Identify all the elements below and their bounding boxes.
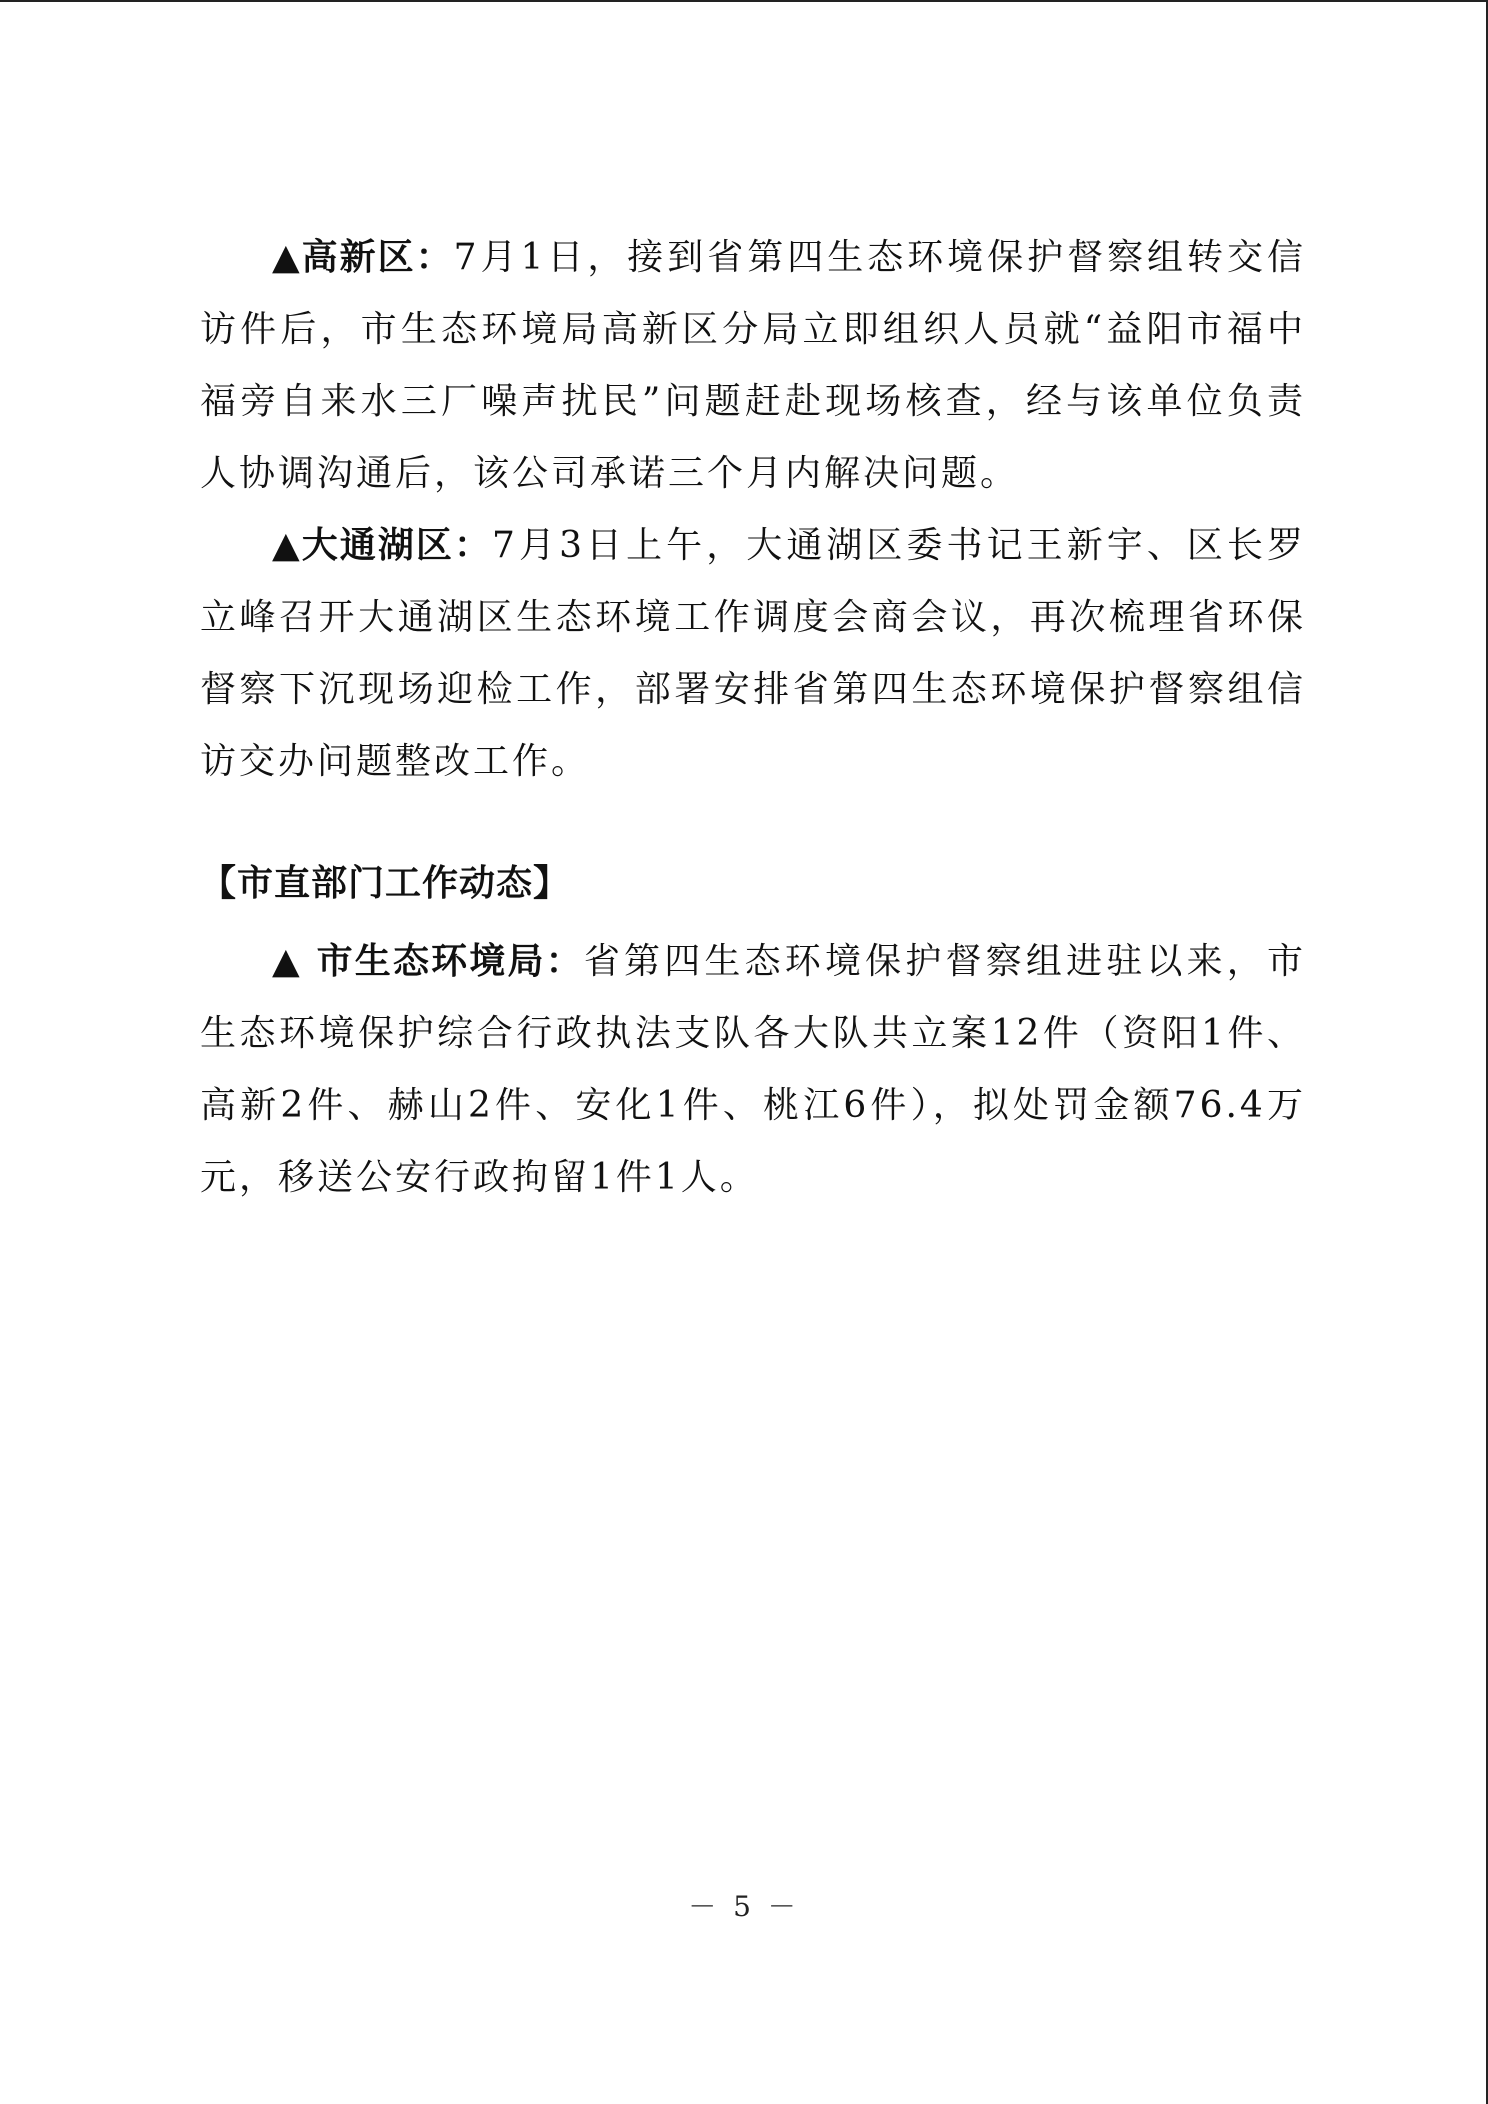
- paragraph-gaoxin: [200, 222, 1306, 510]
- page-number: － 5 －: [688, 1890, 800, 1923]
- paragraph-text: 7月3日上午，大通湖区委书记王新宇、区长罗立峰召开大通湖区生态环境工作调度会商会议，再次梳理省环保督察下沉现场迎检工作，部署安排省第四生态环境保护督察组信访交办问题整改工作。: [200, 525, 1307, 782]
- paragraph-text: 7月1日，接到省第四生态环境保护督察组转交信访件后，市生态环境局高新区分局立即组织人员就“益阳市福中福旁自来水三厂噪声扰民”问题赶赴现场核查，经与该单位负责人协调沟通后，该公司承诺三个月内解决问题。: [200, 237, 1306, 494]
- paragraph-lead: ▲高新区：: [272, 237, 454, 278]
- paragraph-ecology-bureau: [200, 926, 1306, 1214]
- document-body: [200, 222, 1306, 1214]
- paragraph-text: 省第四生态环境保护督察组进驻以来，市生态环境保护综合行政执法支队各大队共立案12件（资阳1件、高新2件、赫山2件、安化1件、桃江6件），拟处罚金额76.4万元，移送公安行政拘留1件1人。: [200, 941, 1306, 1198]
- paragraph-lead: ▲ 市生态环境局：: [272, 941, 584, 982]
- paragraph-lead: ▲大通湖区：: [272, 525, 493, 566]
- section-heading: 【市直部门工作动态】: [200, 863, 571, 904]
- paragraph-datonghu: [200, 510, 1306, 798]
